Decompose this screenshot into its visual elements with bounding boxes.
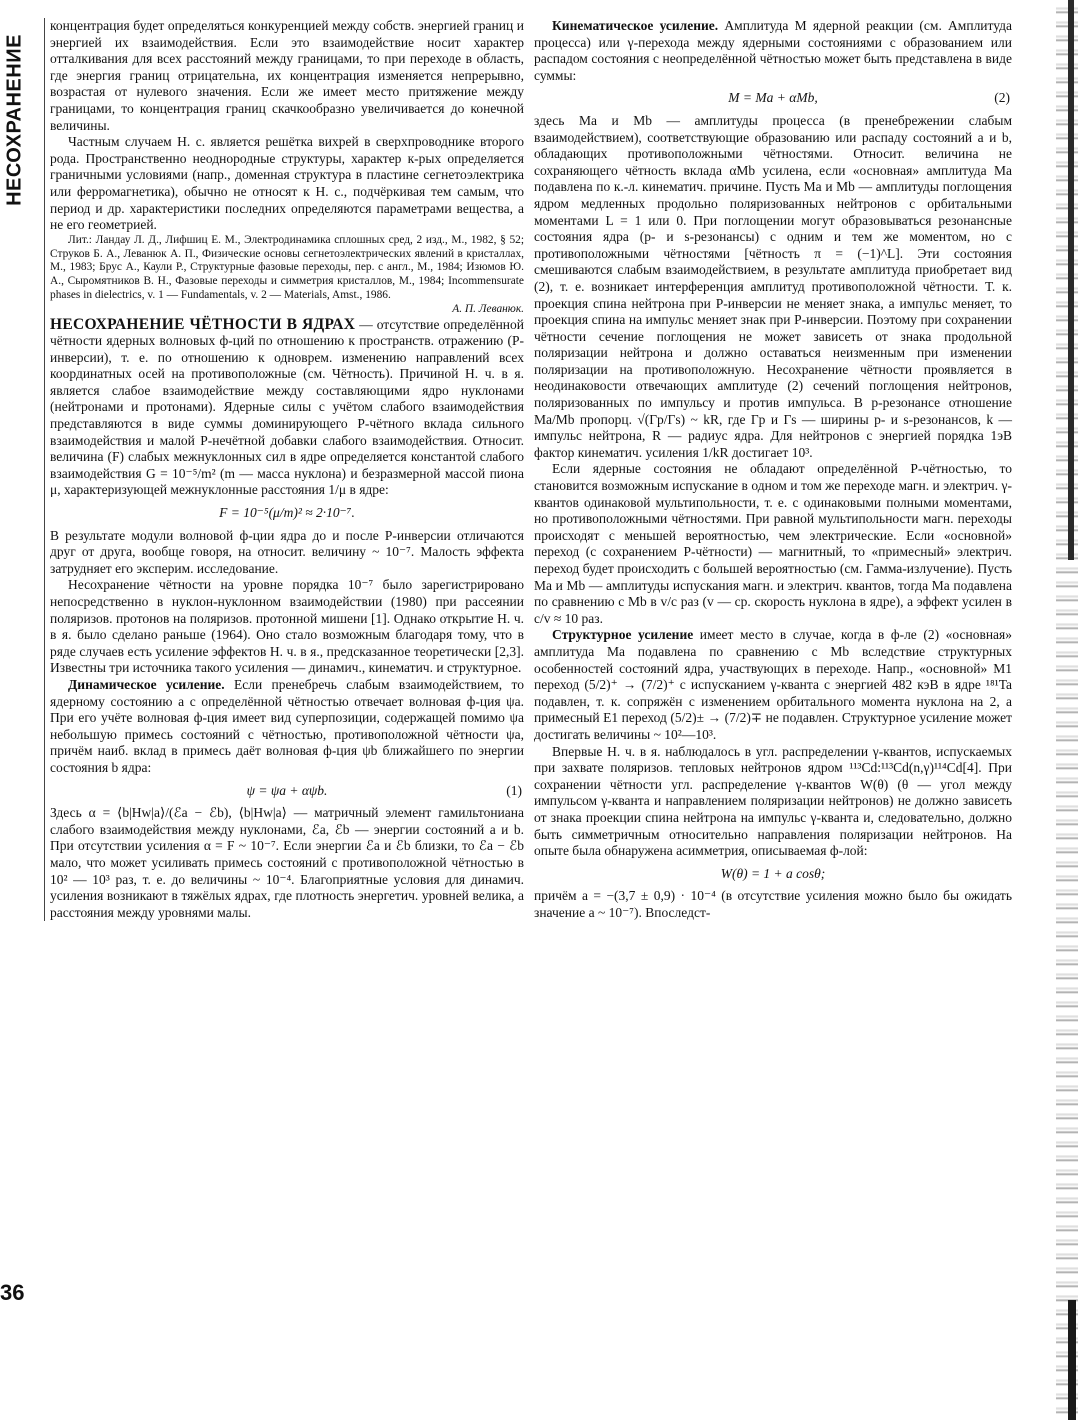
scan-edge-artifact [1056, 0, 1078, 1420]
equation-number: (2) [994, 90, 1010, 106]
subheading: Структурное усиление [552, 627, 694, 643]
paragraph-text: Амплитуда M ядерной реакции (см. Амплитуда процесса) или γ-перехода между ядерными состояниями с образованием или распадом состояния с неопределённой чётностью может быть представлена в виде суммы: [534, 18, 1013, 83]
side-running-head [2, 20, 28, 220]
page-number: 36 [0, 1280, 25, 1305]
scan-edge-bar [1068, 1300, 1076, 1420]
formula-1 [50, 783, 524, 800]
literature-list: Лит.: Ландау Л. Д., Лифшиц Е. М., Электродинамика сплошных сред, 2 изд., М., 1982, § 52; Струков Б. А., Леванюк А. П., Физические основы сегнетоэлектрических явлений в кристаллах, М., 1983; Брус А., Каули Р., Структурные фазовые переходы, пер. с англ., М., 1984; Изюмов Ю. А., Сыромятников В. Н., Фазовые переходы и симметрия кристаллов, М., 1984; Incommensurate phases in dielectrics, v. 1 — Fundamentals, v. 2 — Materials, Amst., 1986. [50, 233, 524, 301]
article-intro: — отсутствие определённой чётности ядерных волновых ф-ций по отношению к пространств. отражению (P-инверсии), т. е. по отношению к одноврем. изменению направлений всех координатных осей на противоположные (см. Чётность). Причиной Н. ч. в я. является слабое взаимодействие между составляющими ядро нуклонами (нейтронами и протонами). Ядерные силы с учётом слабого взаимодействия представляются в виде суммы доминирующего P-чётного вклада сильного взаимодействия и малой P-нечётной добавки слабого взаимодействия. Относит. величина (F) слабых межнуклонных сил в ядре определяется константой слабого взаимодействия G = 10⁻⁵/m² (m — масса нуклона) и безразмерной массой пиона μ, характеризующей межнуклонные расстояния 1/μ в ядре: [50, 316, 524, 498]
formula-text: M = Ma + αMb, [728, 90, 818, 106]
paragraph: Здесь α = ⟨b|Hw|a⟩/(ℰa − ℰb), ⟨b|Hw|a⟩ — матричный элемент гамильтониана слабого взаимодействия между нуклонами, ℰa, ℰb — энергии состояний a и b. При отсутствии усиления α = F ~ 10⁻⁷. Если энергии ℰa и ℰb близки, то ℰa − ℰb мало, что может усиливать примесь состояний с противоположной чётностью в 10² — 10³ раз, т. е. до величины ~ 10⁻⁴. Благоприятные условия для динамич. усиления возникают в тяжёлых ядрах, где плотность энергетич. уровней велика, а расстояния между уровнями малы. [50, 805, 524, 920]
paragraph: Впервые Н. ч. в я. наблюдалось в угл. распределении γ-квантов, испускаемых при захвате поляризов. тепловых нейтронов ядром ¹¹³Cd:¹¹³Cd(n,γ)¹¹⁴Cd[4]. При сохранении чётности угл. распределение γ-квантов W(θ) (θ — угол между импульсом γ-кванта и направлением поляризации нейтронов) не должно зависеть от знака проекции спина нейтрона на импульс γ-кванта и, следовательно, должно быть симметричным относительно направления поляризации нейтронов. На опыте была обнаружена асимметрия, описываемая ф-лой: [534, 743, 1012, 859]
right-column [534, 18, 1012, 921]
equation-number: (1) [506, 782, 522, 798]
paragraph: Если ядерные состояния не обладают определённой P-чётностью, то становится возможным испускание в одном и том же переходе магн. и электрич. γ-квантов одинаковой мультипольности, т. е. с одинаковыми полными моментами, но противоположными чётностями. При равной мультипольности магн. переходы происходят с меньшей вероятностью, чем электрические. Если «основной» переход (с сохранением P-чётности) — магнитный, то «примесный» электрич. переход будет происходить с большей вероятностью (см. Гамма-излучение). Пусть Ma и Mb — амплитуды испускания магн. и электрич. квантов, тогда Ma подавлена по сравнению с Mb в v/c раз (v — ср. скорость нуклона в ядре), а эффект усилен в c/v ≈ 10 раз. [534, 461, 1012, 626]
article-paragraph [50, 317, 524, 500]
paragraph-text: имеет место в случае, когда в ф-ле (2) «основная» амплитуда Ma подавлена по сравнению с Mb вследствие структурных особенностей состояний ядра, участвующих в переходе. Напр., «основной» M1 переход (5/2)⁺ → (7/2)⁺ с испусканием γ-кванта с энергией 482 кэВ в ядре ¹⁸¹Ta подавлен, т. к. сопряжён с изменением орбитального момента нуклона на 2, а примесный E1 переход (5/2)± → (7/2)∓ не подавлен. Структурное усиление может достигать величины ~ 10²—10³. [534, 627, 1012, 742]
left-column [44, 18, 524, 921]
paragraph: причём a = −(3,7 ± 0,9) · 10⁻⁴ (в отсутствие усиления можно было бы ожидать значение a ~ 10⁻⁷). Впоследст- [534, 888, 1012, 920]
paragraph: здесь Ma и Mb — амплитуды процесса (в пренебрежении слабым взаимодействием), соответствующие образованию или распаду состояний a и b, обладающих противоположными чётностями. Относит. величина не сохраняющего чётность вклада αMb усилена, если «основная» амплитуда Ma подавлена по к.-л. кинематич. причине. Пусть Ma и Mb — амплитуды поглощения ядром медленных продольно поляризованных нейтронов с орбитальными моментами L = 1 или 0. При поглощении могут образовываться резонансные состояния ядра (p- и s-резонансы) с одним и тем же моментом, но с противоположными чётностями [чётность π = (−1)^L]. Эти состояния смешиваются слабым взаимодействием, в результате амплитуда приобретает вид (2), т. е. возникает интерференция амплитуд противоположной чётности. Т. к. проекция спина нейтрона при P-инверсии не меняет знака, а импульс меняет, то проекция спина на импульс меняет знак при P-инверсии. Поэтому при сохранении чётности сечение поглощения не может зависеть от знака продольной поляризации нейтрона и должно оставаться неизменным при изменении поляризации на противоположную. Несохранение чётности проявляется в неодинаковости отвечающих амплитуде (2) сечений поглощения нейтронов, поляризованных по импульсу и против импульса. В p-резонансе отношение Ma/Mb пропорц. √(Γp/Γs) ~ kR, где Γp и Γs — ширины p- и s-резонансов, k — импульс нейтрона, R — радиус ядра. Для нейтронов с энергией порядка 1эВ фактор кинематич. усиления 1/kR достигает 10³. [534, 112, 1012, 460]
paragraph: В результате модули волновой ф-ции ядра до и после P-инверсии отличаются друг от друга, вообще говоря, на относит. величину ~ 10⁻⁷. Малость эффекта затрудняет его эксперим. исследование. [50, 527, 524, 576]
paragraph: Частным случаем Н. с. является решётка вихрей в сверхпроводнике второго рода. Пространственно неоднородные структуры, характер к-рых определяется граничными условиями (напр., доменная структура в пластине сегнетоэлектрика или ферромагнетика), обычно не относят к Н. с., подчёркивая тем самым, что период и др. характеристики последних определяются параметрами вещества, а не его геометрией. [50, 134, 524, 233]
paragraph [534, 627, 1012, 743]
formula: F = 10⁻⁵(μ/m)² ≈ 2·10⁻⁷. [219, 505, 355, 521]
paragraph [50, 677, 524, 777]
article-title: НЕСОХРАНЕНИЕ ЧЁТНОСТИ В ЯДРАХ [50, 315, 356, 333]
paragraph-text: Если пренебречь слабым взаимодействием, то ядерному состоянию a с определённой чётностью отвечает волновая ф-ция ψa. При его учёте волновая ф-ция имеет вид суперпозиции, содержащей помимо ψa небольшую примесь состояний с чётностью, противоположной чётности ψa, причём наиб. вклад в примесь даёт волновая ф-ция ψb ближайшего по энергии состояния b ядра: [50, 676, 524, 775]
paragraph: Несохранение чётности на уровне порядка 10⁻⁷ было зарегистрировано непосредственно в нуклон-нуклонном взаимодействии (1980) при рассеянии поляризов. протонов на поляризов. протонной мишени [1]. Однако открытие Н. ч. в я. было сделано раньше (1964). Оно стало возможным благодаря тому, что в ряде случаев есть усиление эффектов Н. ч. в я., предсказанное теоретически [2,3]. Известны три источника такого усиления — динамич., кинематич. и структурное. [50, 577, 524, 676]
formula-text: ψ = ψa + αψb. [246, 782, 328, 798]
scan-edge-bar [1068, 0, 1074, 560]
paragraph: концентрация будет определяться конкуренцией между собств. энергией границ и энергией их взаимодействия. Если это взаимодействие носит характер отталкивания для всех расстояний между границами, то при переходе в область, где энергия границ отрицательна, их концентрация изменяется непрерывно, возрастая от нулевого значения. Если же имеет место притяжение между границами, то концентрация границ скачкообразно увеличивается до конечной величины. [50, 18, 524, 133]
subheading: Кинематическое усиление. [552, 18, 719, 33]
article-author: А. П. Леванюк. [452, 302, 524, 315]
side-heading-text: НЕСОХРАНЕНИЕ [3, 34, 26, 206]
paragraph [534, 18, 1012, 84]
subheading: Динамическое усиление. [68, 676, 225, 692]
formula-2 [534, 90, 1012, 107]
formula: W(θ) = 1 + a cosθ; [720, 865, 826, 881]
